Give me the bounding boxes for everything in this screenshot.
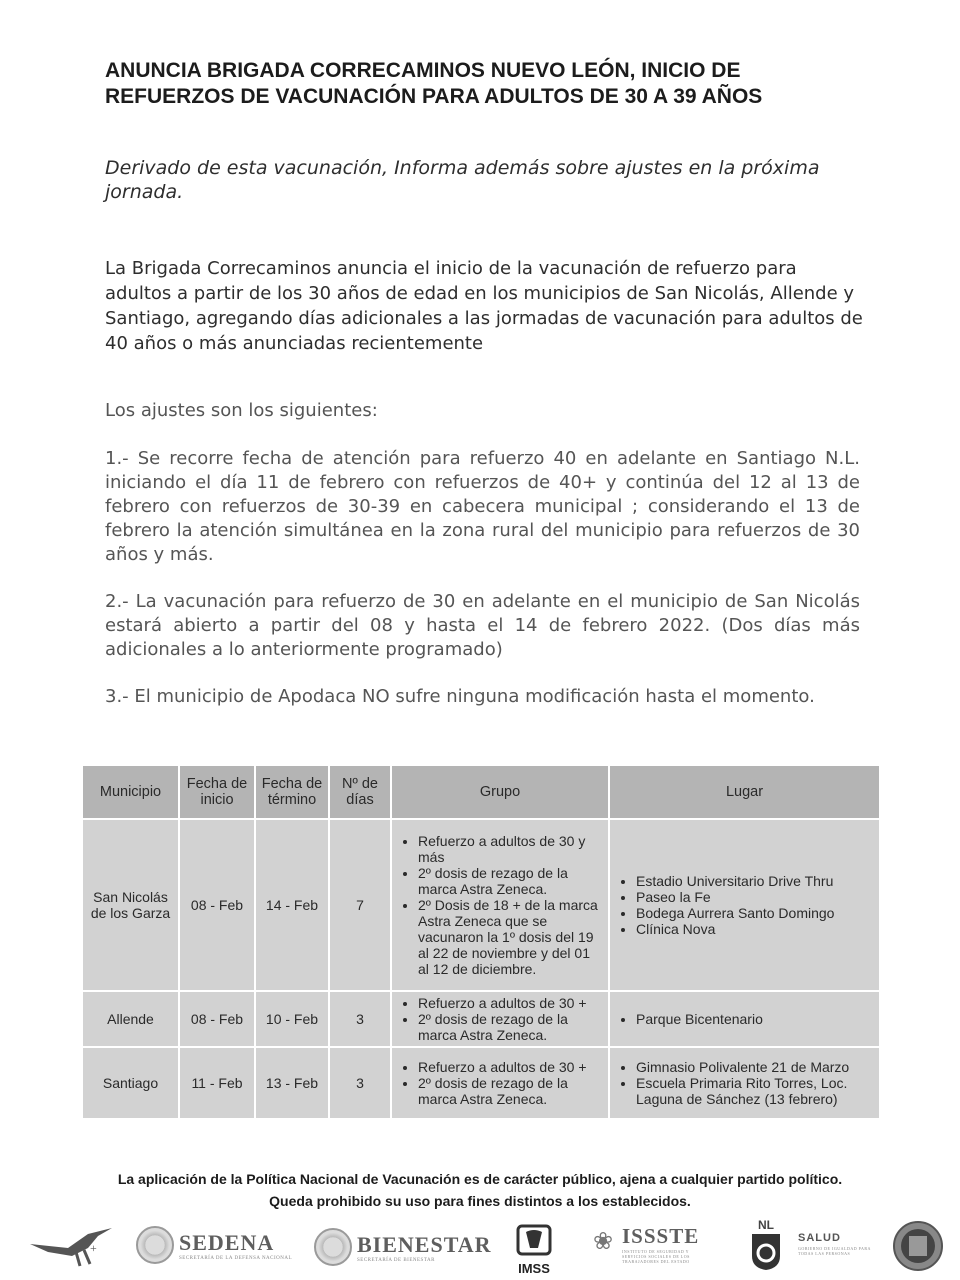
cell-inicio: 08 - Feb <box>179 819 255 991</box>
mexico-seal-icon <box>314 1228 352 1266</box>
disclaimer <box>40 1168 920 1212</box>
sedena-logo: SEDENA SECRETARÍA DE LA DEFENSA NACIONAL <box>136 1226 292 1264</box>
table-header-row <box>82 765 880 819</box>
cell-grupo <box>391 991 609 1047</box>
grupo-item: • Refuerzo a adultos de 30 + <box>418 1059 604 1075</box>
disclaimer-line-2: Queda prohibido su uso para fines distintos a los establecidos. <box>269 1193 691 1209</box>
lugar-item: • Bodega Aurrera Santo Domingo <box>636 905 875 921</box>
cell-inicio: 11 - Feb <box>179 1047 255 1119</box>
bienestar-logo: BIENESTAR SECRETARÍA DE BIENESTAR <box>314 1228 492 1266</box>
cell-lugar <box>609 819 880 991</box>
header-fecha-termino: Fecha de término <box>255 765 329 819</box>
imss-logo: IMSS <box>514 1224 554 1276</box>
subtitle: Derivado de esta vacunación, Informa además sobre ajustes en la próxima jornada. <box>105 157 820 203</box>
cell-municipio: Santiago <box>82 1047 179 1119</box>
page-title: ANUNCIA BRIGADA CORRECAMINOS NUEVO LEÓN, INICIO DE REFUERZOS DE VACUNACIÓN PARA ADULTOS DE 30 A 39 AÑOS <box>105 59 763 108</box>
cell-dias: 3 <box>329 1047 391 1119</box>
cell-municipio: San Nicolás de los Garza <box>82 819 179 991</box>
cell-dias: 7 <box>329 819 391 991</box>
lugar-item: • Estadio Universitario Drive Thru <box>636 873 875 889</box>
grupo-item: • 2º dosis de rezago de la marca Astra Zeneca. <box>418 1011 604 1043</box>
grupo-item: • 2º dosis de rezago de la marca Astra Zeneca. <box>418 1075 604 1107</box>
logo-bar <box>0 1218 960 1280</box>
grupo-item: • Refuerzo a adultos de 30 + <box>418 995 604 1011</box>
lugar-item: • Escuela Primaria Rito Torres, Loc. Laguna de Sánchez (13 febrero) <box>636 1075 875 1107</box>
adjustment-point-3: 3.- El municipio de Apodaca NO sufre ninguna modificación hasta el momento. <box>105 686 815 707</box>
schedule-table <box>81 764 881 1120</box>
nuevo-leon-seal-icon <box>892 1220 944 1277</box>
header-grupo: Grupo <box>391 765 609 819</box>
issste-logo: ❀ ISSSTE INSTITUTO DE SEGURIDAD Y SERVICIOS SOCIALES DE LOS TRABAJADORES DEL ESTADO <box>584 1224 712 1264</box>
header-fecha-inicio: Fecha de inicio <box>179 765 255 819</box>
adjustments-heading: Los ajustes son los siguientes: <box>105 400 378 421</box>
lugar-item: • Paseo la Fe <box>636 889 875 905</box>
cell-termino: 10 - Feb <box>255 991 329 1047</box>
cell-dias: 3 <box>329 991 391 1047</box>
lugar-item: • Parque Bicentenario <box>636 1011 875 1027</box>
nl-logo: NL <box>748 1218 784 1277</box>
adjustment-point-1: 1.- Se recorre fecha de atención para refuerzo 40 en adelante en Santiago N.L. iniciando el día 11 de febrero con refuerzos de 40+ y continúa del 12 al 13 de febrero con refuerzos de 30-39 en cabecera municipal ; considerando el 13 de febrero la atención simultánea en la zona rural del municipio para refuerzos de 30 años y más. <box>105 448 860 565</box>
grupo-item: • 2º dosis de rezago de la marca Astra Zeneca. <box>418 865 604 897</box>
cell-lugar <box>609 1047 880 1119</box>
cell-municipio: Allende <box>82 991 179 1047</box>
cell-inicio: 08 - Feb <box>179 991 255 1047</box>
mexico-seal-icon <box>136 1226 174 1264</box>
table-row <box>82 1047 880 1119</box>
svg-text:+: + <box>90 1241 97 1255</box>
adjustment-point-2: 2.- La vacunación para refuerzo de 30 en adelante en el municipio de San Nicolás estará abierto a partir del 08 y hasta el 14 de febrero 2022. (Dos días más adicionales a lo anteriormente programado) <box>105 591 860 660</box>
nl-shield-icon <box>748 1232 784 1272</box>
cell-termino: 14 - Feb <box>255 819 329 991</box>
table-row <box>82 991 880 1047</box>
cell-grupo <box>391 1047 609 1119</box>
disclaimer-line-1: La aplicación de la Política Nacional de Vacunación es de carácter público, ajena a cualquier partido político. <box>117 1171 843 1187</box>
header-lugar: Lugar <box>609 765 880 819</box>
header-num-dias: Nº de días <box>329 765 391 819</box>
lugar-item: • Clínica Nova <box>636 921 875 937</box>
cell-grupo <box>391 819 609 991</box>
salud-logo: SALUD GOBIERNO DE IGUALDAD PARA TODAS LAS PERSONAS <box>798 1232 871 1256</box>
correcaminos-logo-icon <box>28 1222 118 1273</box>
intro-paragraph: La Brigada Correcaminos anuncia el inicio de la vacunación de refuerzo para adultos a partir de los 30 años de edad en los municipios de San Nicolás, Allende y Santiago, agregando días adicionales a las jormadas de vacunación para adultos de 40 años o más anunciadas recientemente <box>105 258 863 354</box>
header-municipio: Municipio <box>82 765 179 819</box>
issste-flower-icon: ❀ <box>592 1229 614 1255</box>
cell-termino: 13 - Feb <box>255 1047 329 1119</box>
grupo-item: • Refuerzo a adultos de 30 y más <box>418 833 604 865</box>
cell-lugar <box>609 991 880 1047</box>
grupo-item: • 2º Dosis de 18 + de la marca Astra Zeneca que se vacunaron la 1º dosis del 19 al 22 de noviembre y del 01 al 12 de diciembre. <box>418 897 604 977</box>
lugar-item: • Gimnasio Polivalente 21 de Marzo <box>636 1059 875 1075</box>
imss-eagle-icon <box>514 1224 554 1256</box>
table-row <box>82 819 880 991</box>
